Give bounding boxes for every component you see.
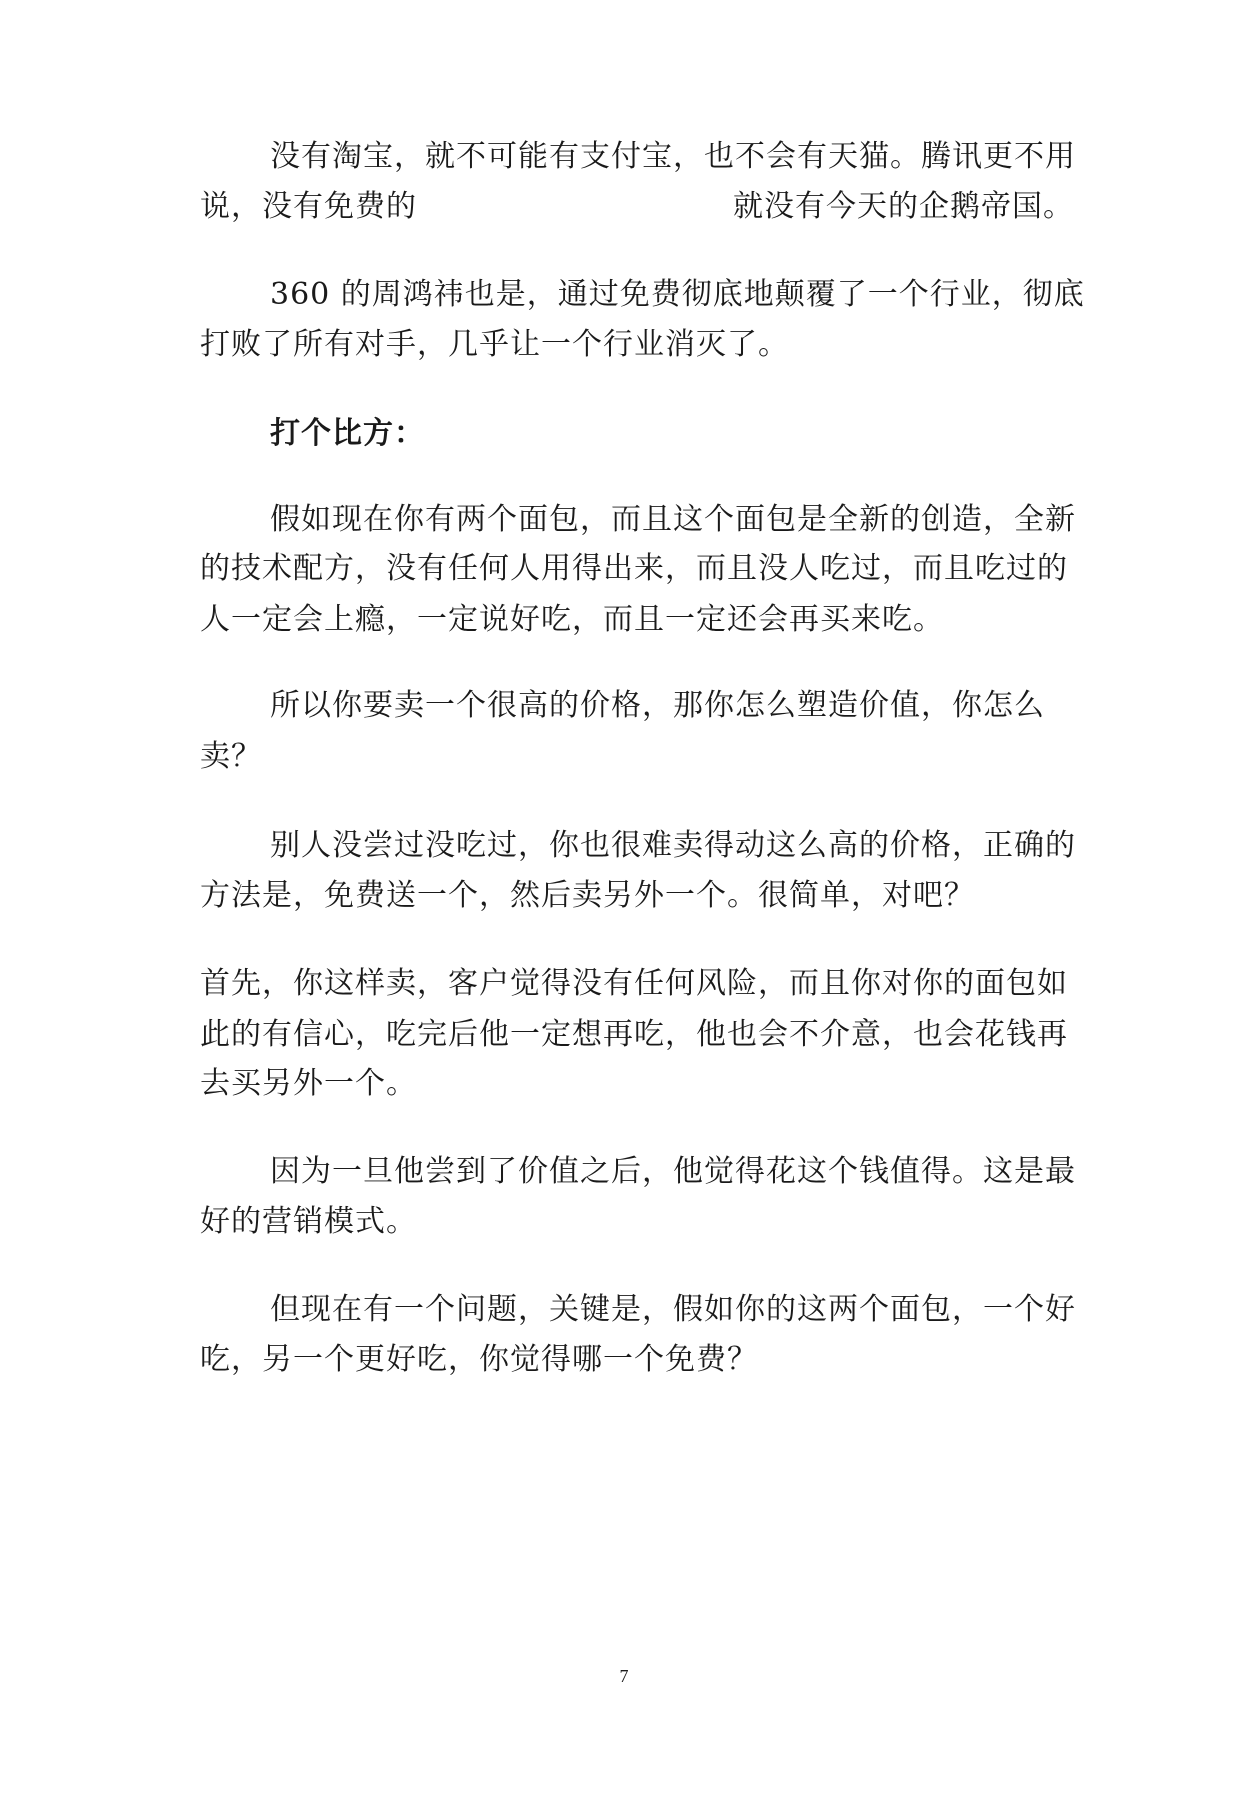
paragraph-3-line-3: 人一定会上瘾，一定说好吃，而且一定还会再买来吃。	[200, 602, 944, 637]
paragraph-7-line-2: 好的营销模式。	[200, 1204, 417, 1239]
paragraph-1-line-2	[200, 187, 1074, 227]
paragraph-6-line-2: 此的有信心，吃完后他一定想再吃，他也会不介意，也会花钱再	[200, 1017, 1068, 1052]
page-number: 7	[619, 1666, 629, 1686]
paragraph-8-line-2: 吃，另一个更好吃，你觉得哪一个免费？	[200, 1342, 758, 1377]
paragraph-2-line-1: 360 的周鸿祎也是，通过免费彻底地颠覆了一个行业，彻底	[270, 277, 1085, 312]
paragraph-5-line-1: 别人没尝过没吃过，你也很难卖得动这么高的价格，正确的	[270, 828, 1076, 863]
paragraph-4-line-2: 卖？	[200, 739, 262, 774]
section-heading: 打个比方：	[270, 416, 425, 451]
paragraph-4-line-1: 所以你要卖一个很高的价格，那你怎么塑造价值，你怎么	[270, 688, 1045, 723]
paragraph-1-line-1: 没有淘宝，就不可能有支付宝，也不会有天猫。腾讯更不用	[270, 139, 1076, 174]
paragraph-3-line-1: 假如现在你有两个面包，而且这个面包是全新的创造，全新	[270, 502, 1076, 537]
paragraph-2-line-2: 打败了所有对手，几乎让一个行业消灭了。	[200, 327, 789, 362]
paragraph-6-line-3: 去买另外一个。	[200, 1066, 417, 1101]
paragraph-5-line-2: 方法是，免费送一个，然后卖另外一个。很简单，对吧？	[200, 878, 975, 913]
paragraph-8-line-1: 但现在有一个问题，关键是，假如你的这两个面包，一个好	[270, 1292, 1076, 1327]
paragraph-1-line-2-right: 就没有今天的企鹅帝国。	[733, 189, 1074, 224]
paragraph-1-line-2-left: 说，没有免费的	[200, 189, 417, 224]
paragraph-6-line-1: 首先，你这样卖，客户觉得没有任何风险，而且你对你的面包如	[200, 966, 1068, 1001]
paragraph-3-line-2: 的技术配方，没有任何人用得出来，而且没人吃过，而且吃过的	[200, 551, 1068, 586]
paragraph-7-line-1: 因为一旦他尝到了价值之后，他觉得花这个钱值得。这是最	[270, 1154, 1076, 1189]
